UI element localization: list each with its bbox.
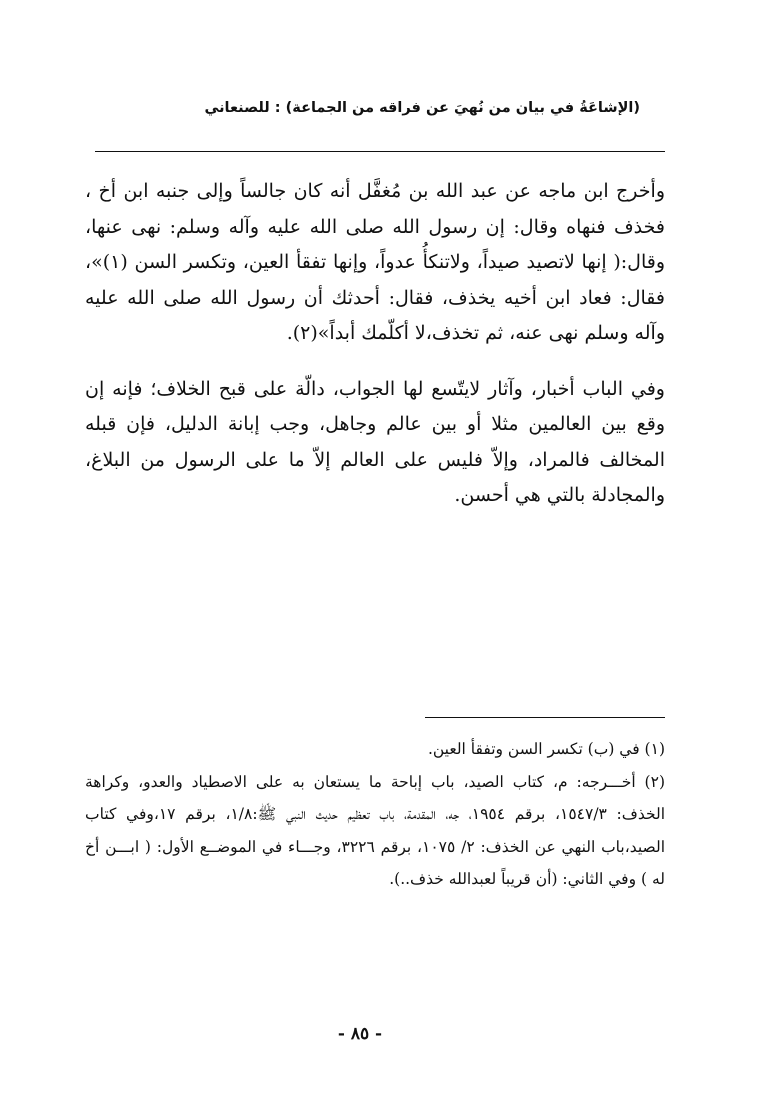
footnote-1: (١) في (ب) تكسر السن وتفقأ العين. <box>427 740 665 758</box>
body-paragraph-2: وفي الباب أخبار، وآثار لايتّسع لها الجواب، دالّة على قبح الخلاف؛ فإنه إن وقع بين العالمين مثلا أو بين عالم وجاهل، وجب إبانة الدليل، فإن قبله المخالف فالمراد، وإلاّ فليس على العالم إلاّ ما على الرسول من البلاغ، والمجادلة بالتي هي أحسن. <box>85 377 665 506</box>
running-header: (الإشاعَةُ في بيان من نُهيَ عن فراقه من الجماعة) : للصنعاني <box>204 100 640 116</box>
header-divider <box>95 151 665 152</box>
footnote-2: (٢) أخـــرجه: م، كتاب الصيد، باب إباحة ما يستعان به على الاصطياد والعدو، وكراهة الخذف: ١٥٤٧/٣، برقم ١٩٥٤، جه، المقدمة، باب تعظيم حديث النبي ﷺ:١/٨، برقم ١٧،وفي كتاب الصيد،باب النهي عن الخذف: ٢/ ١٠٧٥، برقم ٣٢٢٦، وجـــاء في الموضــع الأول: ( ابـــن أخ له ) وفي الثاني: (أن قريباً لعبدالله خذف..). <box>85 772 666 888</box>
main-text <box>85 174 665 514</box>
body-paragraph-1: وأخرج ابن ماجه عن عبد الله بن مُغفَّل أنه كان جالساً وإلى جنبه ابن أخ ، فخذف فنهاه وقال: إن رسول الله صلى الله عليه وآله وسلم: نهى عنها، وقال:( إنها لاتصيد صيداً، ولاتنكأُ عدواً، وإنها تفقأ العين، وتكسر السن (١)»، فقال: فعاد ابن أخيه يخذف، فقال: أحدثك أن رسول الله صلى الله عليه وآله وسلم نهى عنه، ثم تخذف،لا أكلّمك أبداً»(٢). <box>85 180 665 344</box>
page-number: - ٨٥ - <box>337 1024 383 1044</box>
footnote-divider <box>425 717 665 718</box>
footnotes <box>85 733 665 896</box>
